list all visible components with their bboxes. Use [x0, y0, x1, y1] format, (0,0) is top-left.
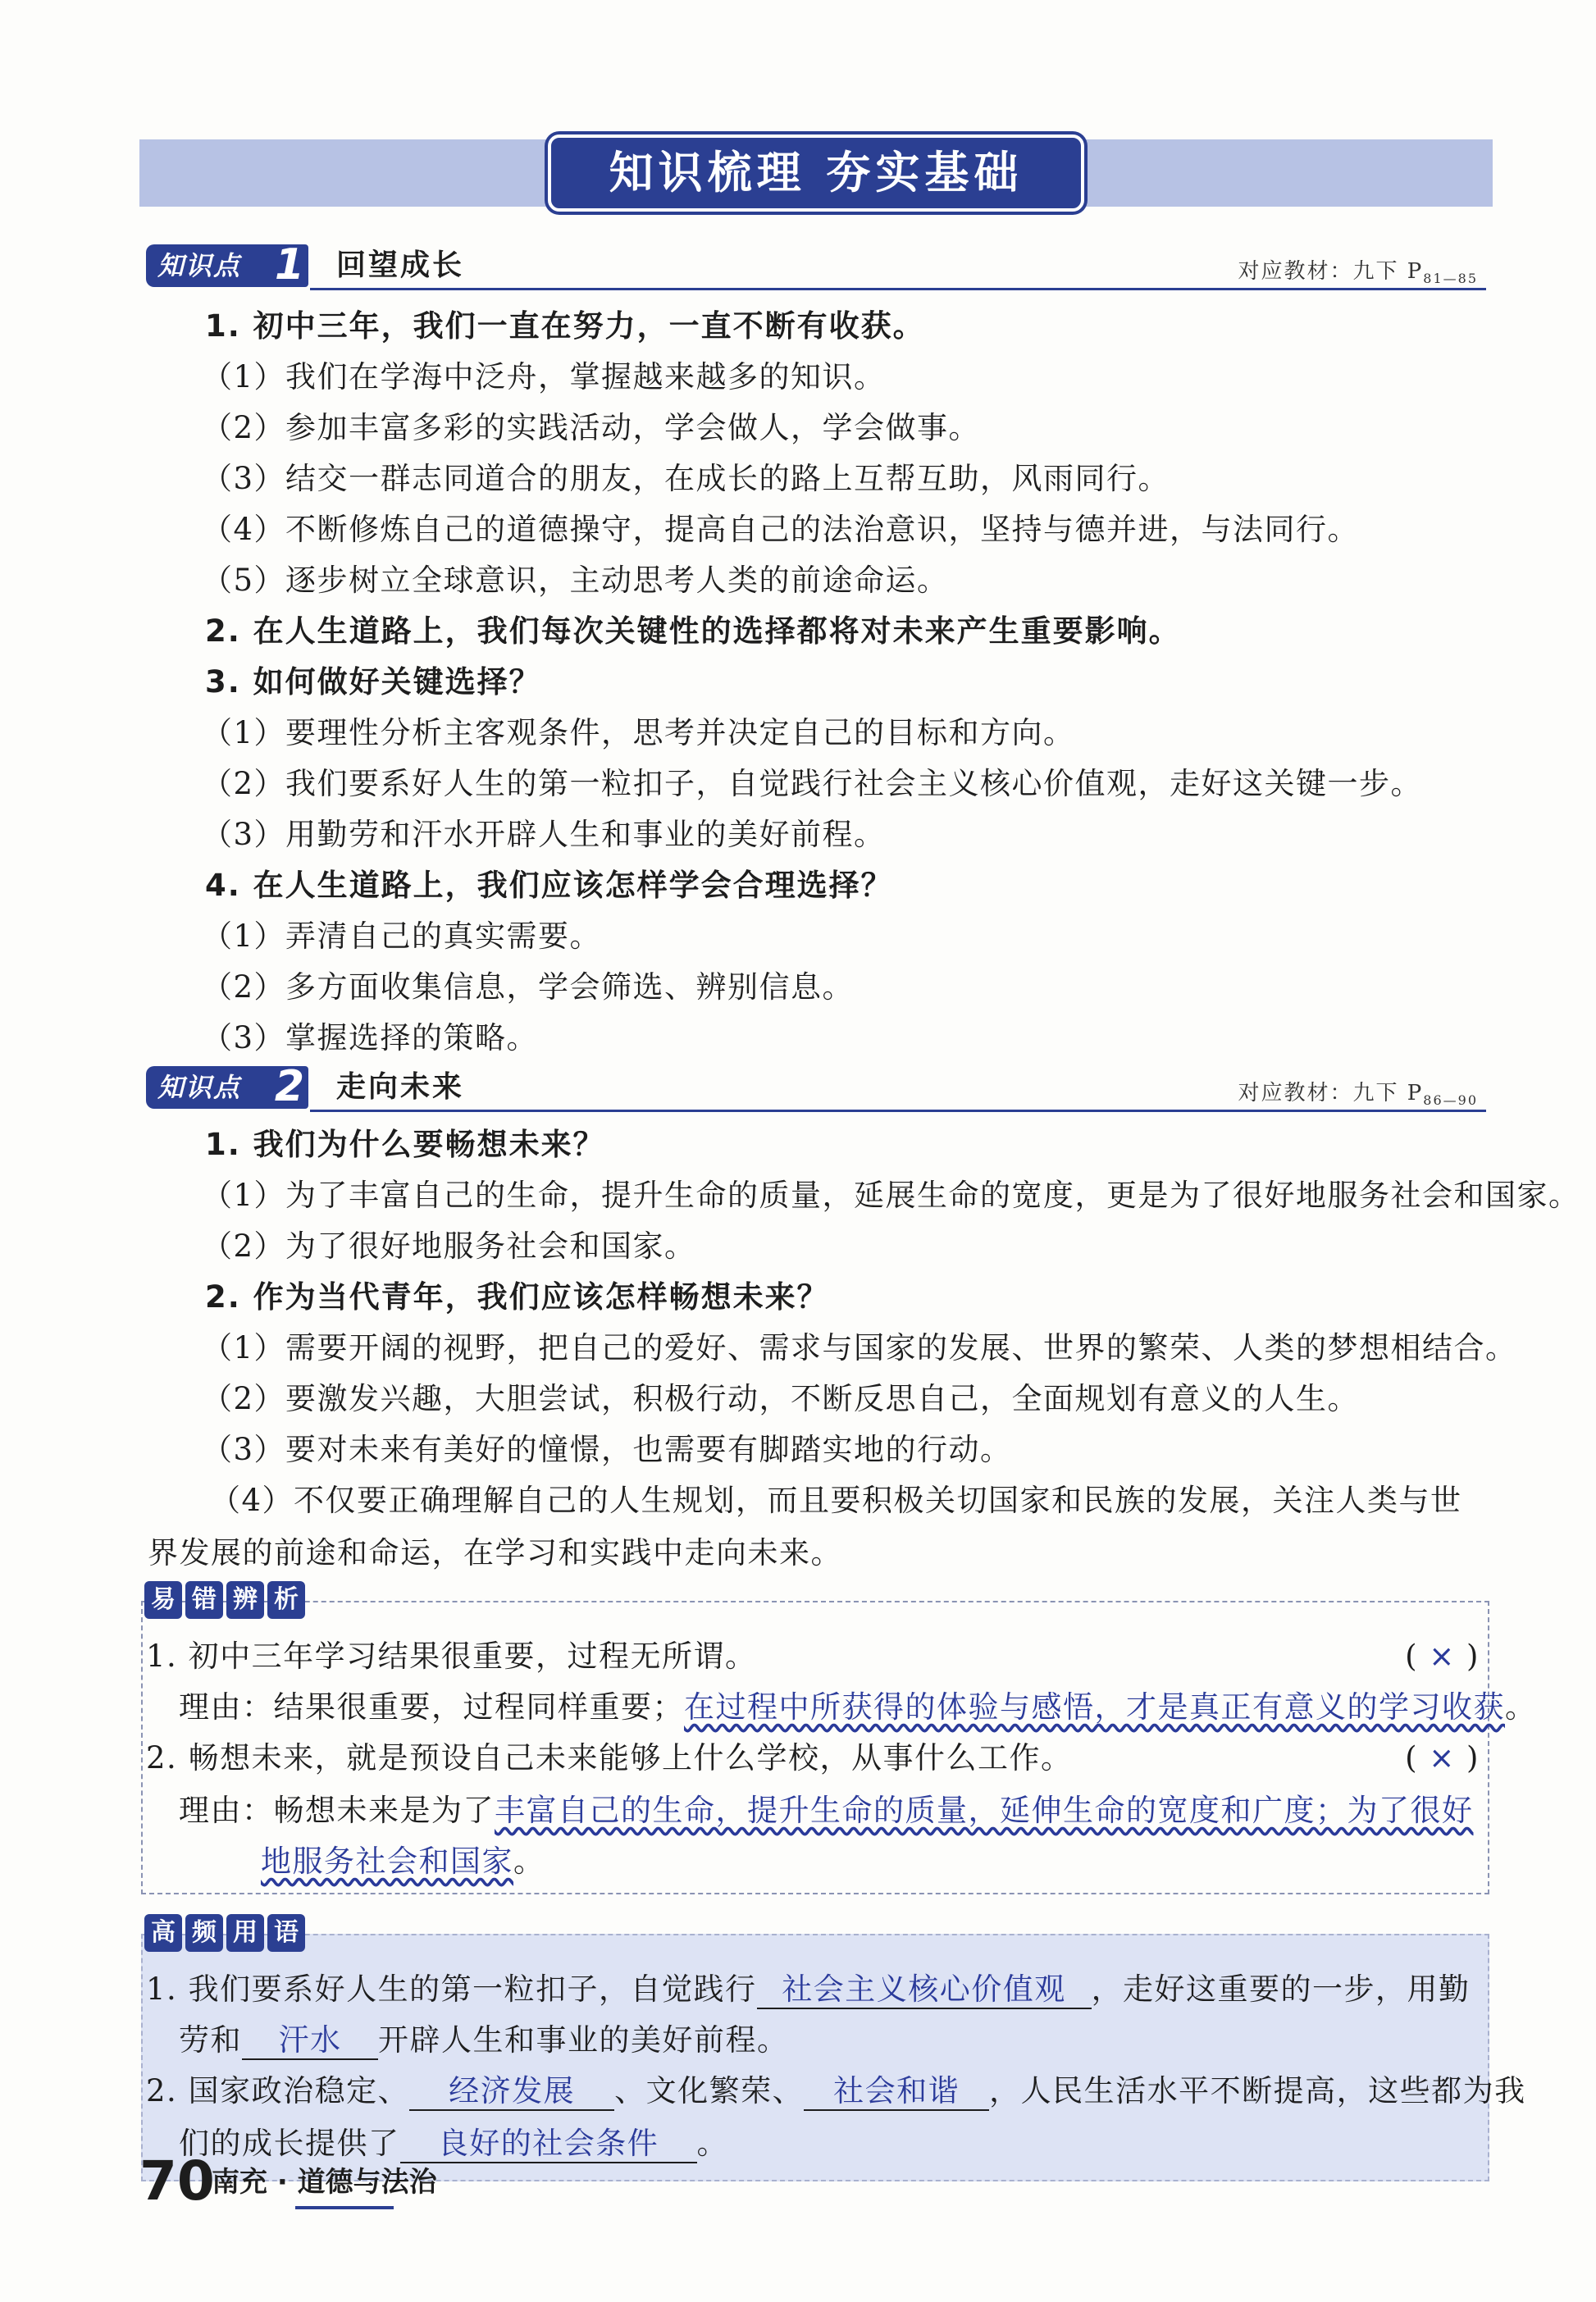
s2-item: （1）为了丰富自己的生命，提升生命的质量，延展生命的宽度，更是为了很好地服务社会和国家。	[202, 1178, 1580, 1213]
s1-item: 4. 在人生道路上，我们应该怎样学会合理选择？	[205, 868, 893, 903]
phrase-1-line-2: 劳和 汗水 开辟人生和事业的美好前程。	[179, 2021, 789, 2060]
s2-item: （1）需要开阔的视野，把自己的爱好、需求与国家的发展、世界的繁荣、人类的梦想相结合。	[202, 1330, 1517, 1365]
section2-header	[146, 1064, 1486, 1114]
blank-answer: 社会主义核心价值观	[757, 1972, 1092, 2009]
tag-char: 错	[185, 1581, 223, 1619]
blank-answer: 社会和谐	[804, 2073, 989, 2111]
error-analysis-tag	[144, 1581, 305, 1622]
s2-paragraph: （4）不仅要正确理解自己的人生规划，而且要积极关切国家和民族的发展，关注人类与世界发展的前途和命运，在学习和实践中走向未来。	[148, 1483, 1462, 1570]
tag-char: 析	[267, 1581, 305, 1619]
section2-tag: 知识点	[146, 1066, 308, 1109]
s1-item: （4）不断修炼自己的道德操守，提高自己的法治意识，坚持与德并进，与法同行。	[202, 512, 1360, 547]
footer-title: 南充 · 道德与法治	[212, 2166, 437, 2199]
tag-char: 语	[267, 1914, 305, 1952]
s1-item: （2）参加丰富多彩的实践活动，学会做人，学会做事。	[202, 410, 981, 445]
s1-item: 2. 在人生道路上，我们每次关键性的选择都将对未来产生重要影响。	[205, 613, 1181, 649]
section1-number: 1	[274, 240, 305, 289]
s1-item: （3）结交一群志同道合的朋友，在成长的路上互帮互助，风雨同行。	[202, 461, 1170, 496]
blank-answer: 汗水	[242, 2022, 378, 2060]
banner-title: 知识梳理 夯实基础	[548, 134, 1084, 212]
s1-item: （3）掌握选择的策略。	[202, 1020, 539, 1055]
section1-reference: 对应教材：九下 $P_{81—85}$	[1238, 259, 1478, 287]
phrase-2-line-2: 们的成长提供了 良好的社会条件 。	[179, 2124, 728, 2163]
blank-answer: 良好的社会条件	[400, 2126, 697, 2163]
tag-char: 高	[144, 1914, 182, 1952]
tag-char: 辨	[226, 1581, 264, 1619]
error-reason-2: 理由：畅想未来是为了丰富自己的生命，提升生命的质量，延伸生命的宽度和广度；为了很好	[179, 1793, 1474, 1828]
error-reason-1: 理由：结果很重要，过程同样重要；在过程中所获得的体验与感悟，才是真正有意义的学习收获。	[179, 1689, 1537, 1725]
s2-item: （3）要对未来有美好的憧憬，也需要有脚踏实地的行动。	[202, 1432, 1012, 1467]
answer-text: 在过程中所获得的体验与感悟，才是真正有意义的学习收获	[684, 1689, 1505, 1725]
tag-char: 易	[144, 1581, 182, 1619]
section2-rule	[310, 1110, 1486, 1112]
answer-text: 丰富自己的生命，提升生命的质量，延伸生命的宽度和广度；为了很好	[495, 1793, 1474, 1828]
s1-item: （3）用勤劳和汗水开辟人生和事业的美好前程。	[202, 817, 886, 852]
tag-char: 用	[226, 1914, 264, 1952]
s1-item: （5）逐步树立全球意识，主动思考人类的前途命运。	[202, 563, 949, 598]
judge-mark-2: ( × )	[1405, 1740, 1480, 1776]
footer-rule	[295, 2206, 394, 2209]
s1-item: 1. 初中三年，我们一直在努力，一直不断有收获。	[205, 308, 925, 344]
section2-title: 走向未来	[336, 1070, 465, 1104]
s2-item: （2）为了很好地服务社会和国家。	[202, 1228, 696, 1264]
error-question-2: 2. 畅想未来，就是预设自己未来能够上什么学校，从事什么工作。	[146, 1740, 1073, 1776]
section1-rule	[310, 288, 1486, 290]
s2-item: （2）要激发兴趣，大胆尝试，积极行动，不断反思自己，全面规划有意义的人生。	[202, 1381, 1360, 1416]
s1-item: （2）多方面收集信息，学会筛选、辨别信息。	[202, 969, 855, 1005]
s1-item: （1）我们在学海中泛舟，掌握越来越多的知识。	[202, 359, 886, 394]
blank-answer: 经济发展	[409, 2073, 614, 2111]
s1-item: （1）要理性分析主客观条件，思考并决定自己的目标和方向。	[202, 715, 1075, 750]
s2-item: 1. 我们为什么要畅想未来？	[205, 1127, 605, 1162]
error-reason-2-cont: 地服务社会和国家。	[261, 1844, 545, 1879]
answer-text: 地服务社会和国家	[261, 1844, 513, 1879]
cross-mark: ×	[1429, 1740, 1456, 1776]
phrase-2-line-1: 2. 国家政治稳定、 经济发展 、文化繁荣、 社会和谐 ，人民生活水平不断提高，这些都为我	[146, 2072, 1526, 2111]
s1-item: （2）我们要系好人生的第一粒扣子，自觉践行社会主义核心价值观，走好这关键一步。	[202, 766, 1423, 801]
phrase-1-line-1: 1. 我们要系好人生的第一粒扣子，自觉践行 社会主义核心价值观 ，走好这重要的一步，用勤	[146, 1970, 1471, 2009]
error-question-1: 1. 初中三年学习结果很重要，过程无所谓。	[146, 1639, 757, 1674]
section2-reference: 对应教材：九下 $P_{86—90}$	[1238, 1081, 1478, 1109]
section1-tag: 知识点	[146, 244, 308, 287]
judge-mark-1: ( × )	[1405, 1639, 1480, 1674]
section1-title: 回望成长	[336, 248, 465, 282]
tag-char: 频	[185, 1914, 223, 1952]
key-phrases-tag	[144, 1914, 305, 1955]
s1-item: （1）弄清自己的真实需要。	[202, 919, 602, 954]
s1-item: 3. 如何做好关键选择？	[205, 664, 541, 700]
section1-header	[146, 240, 1486, 292]
section2-number: 2	[274, 1062, 305, 1111]
cross-mark: ×	[1429, 1639, 1456, 1674]
s2-item: 2. 作为当代青年，我们应该怎样畅想未来？	[205, 1279, 829, 1315]
page-number: 70	[139, 2149, 215, 2213]
